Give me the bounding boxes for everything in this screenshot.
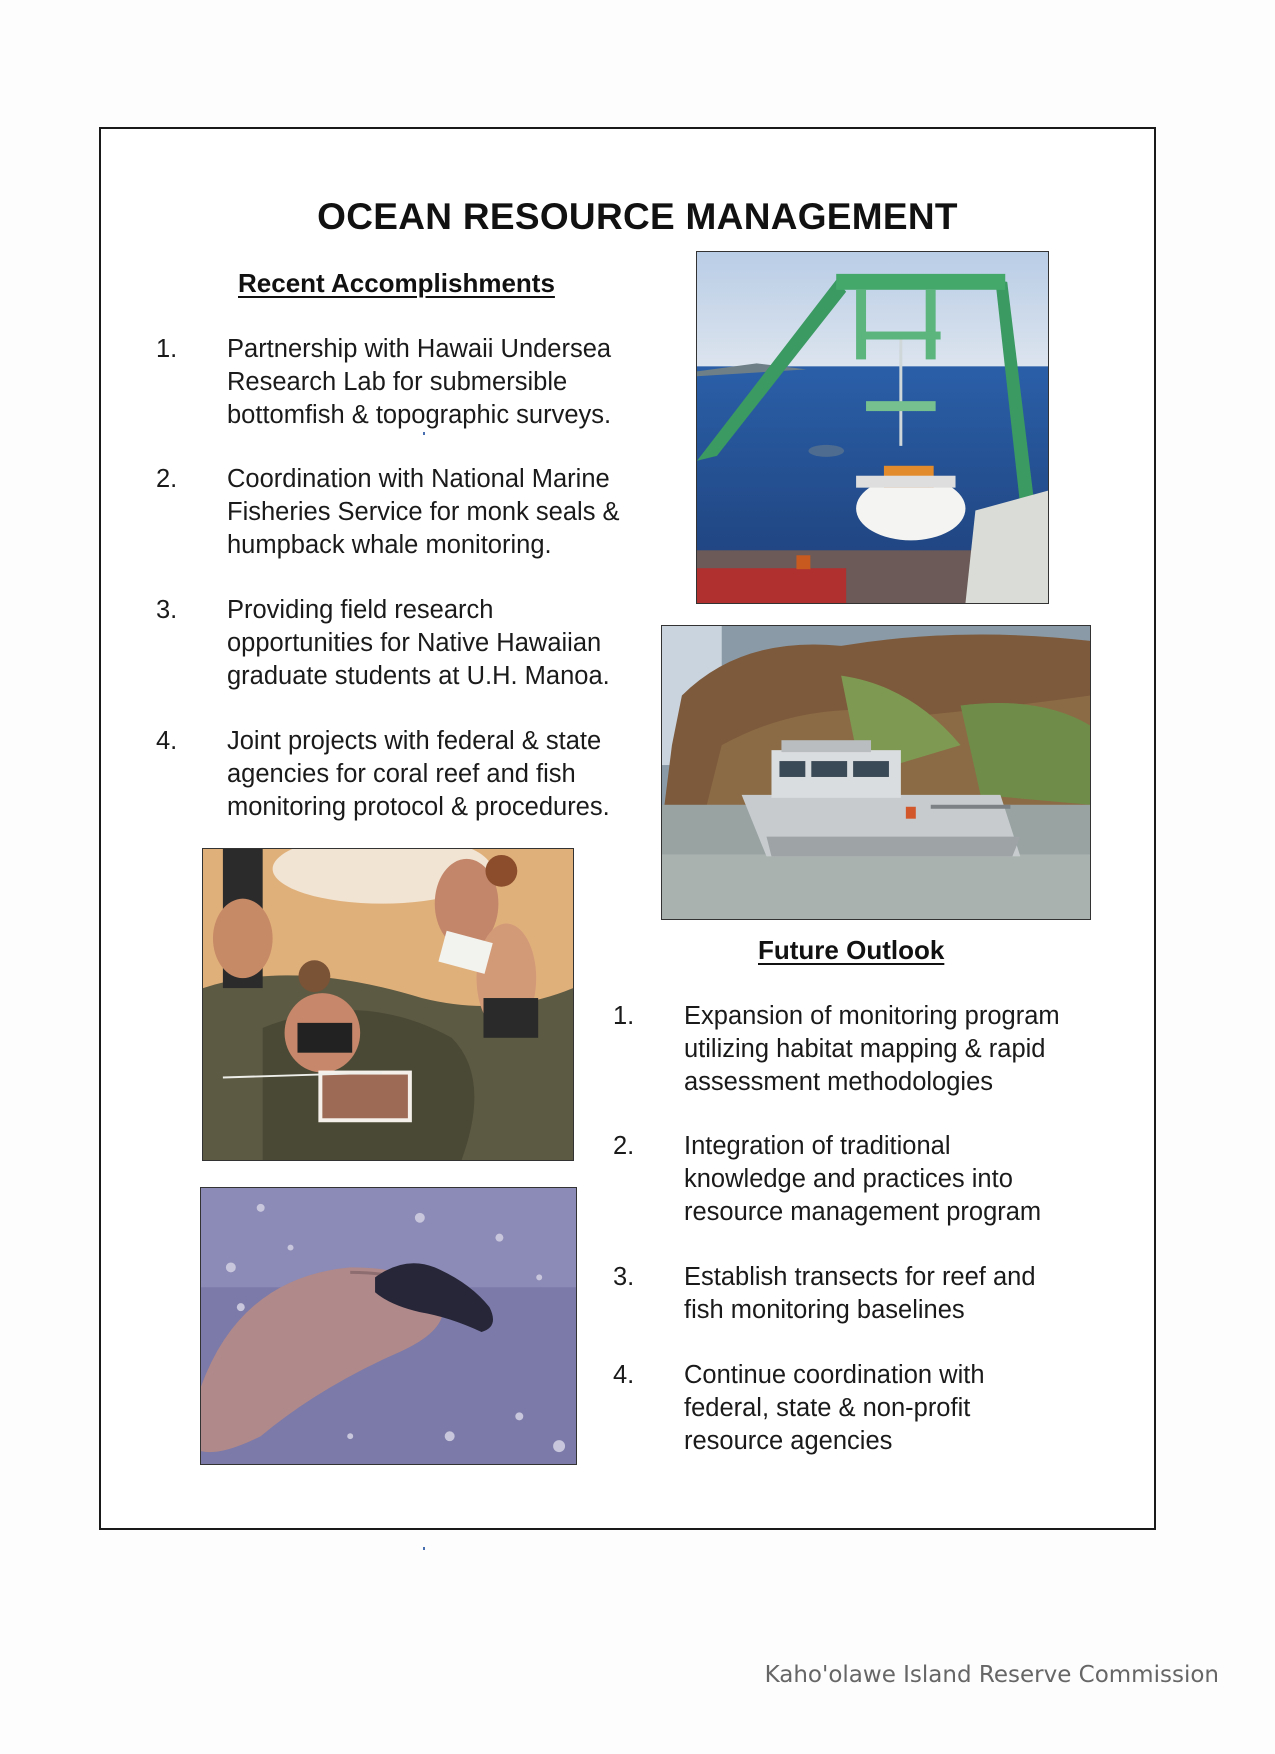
- submersible-launch-photo: [696, 251, 1049, 604]
- research-boat-photo: [661, 625, 1091, 920]
- item-text: Continue coordination with federal, state & non-profit resource agencies: [684, 1361, 985, 1455]
- item-number: 1.: [613, 1002, 635, 1030]
- item-text: Coordination with National Marine Fisheries Service for monk seals & humpback whale monitoring.: [227, 465, 620, 559]
- item-number: 4.: [156, 727, 178, 755]
- reef-survey-team-photo: [202, 848, 574, 1161]
- item-text: Joint projects with federal & state agencies for coral reef and fish monitoring protocol & procedures.: [227, 727, 610, 821]
- page-title: OCEAN RESOURCE MANAGEMENT: [317, 196, 958, 237]
- monk-seals-photo: [200, 1187, 577, 1465]
- scan-speck: [423, 432, 425, 435]
- item-text: Partnership with Hawaii Undersea Research Lab for submersible bottomfish & topographic surveys.: [227, 335, 612, 429]
- item-text: Providing field research opportunities for Native Hawaiian graduate students at U.H. Manoa.: [227, 596, 610, 690]
- item-text: Expansion of monitoring program utilizing habitat mapping & rapid assessment methodologies: [684, 1002, 1060, 1096]
- accomplishments-heading: Recent Accomplishments: [238, 268, 555, 298]
- item-text: Establish transects for reef and fish monitoring baselines: [684, 1263, 1036, 1324]
- item-text: Integration of traditional knowledge and practices into resource management program: [684, 1132, 1042, 1226]
- item-number: 3.: [156, 596, 178, 624]
- item-number: 2.: [613, 1132, 635, 1160]
- item-number: 2.: [156, 465, 178, 493]
- item-number: 3.: [613, 1263, 635, 1291]
- future-outlook-heading: Future Outlook: [758, 935, 945, 965]
- scan-speck: [423, 1547, 425, 1550]
- footer-attribution: Kaho'olawe Island Reserve Commission: [764, 1662, 1219, 1688]
- item-number: 4.: [613, 1361, 635, 1389]
- item-number: 1.: [156, 335, 178, 363]
